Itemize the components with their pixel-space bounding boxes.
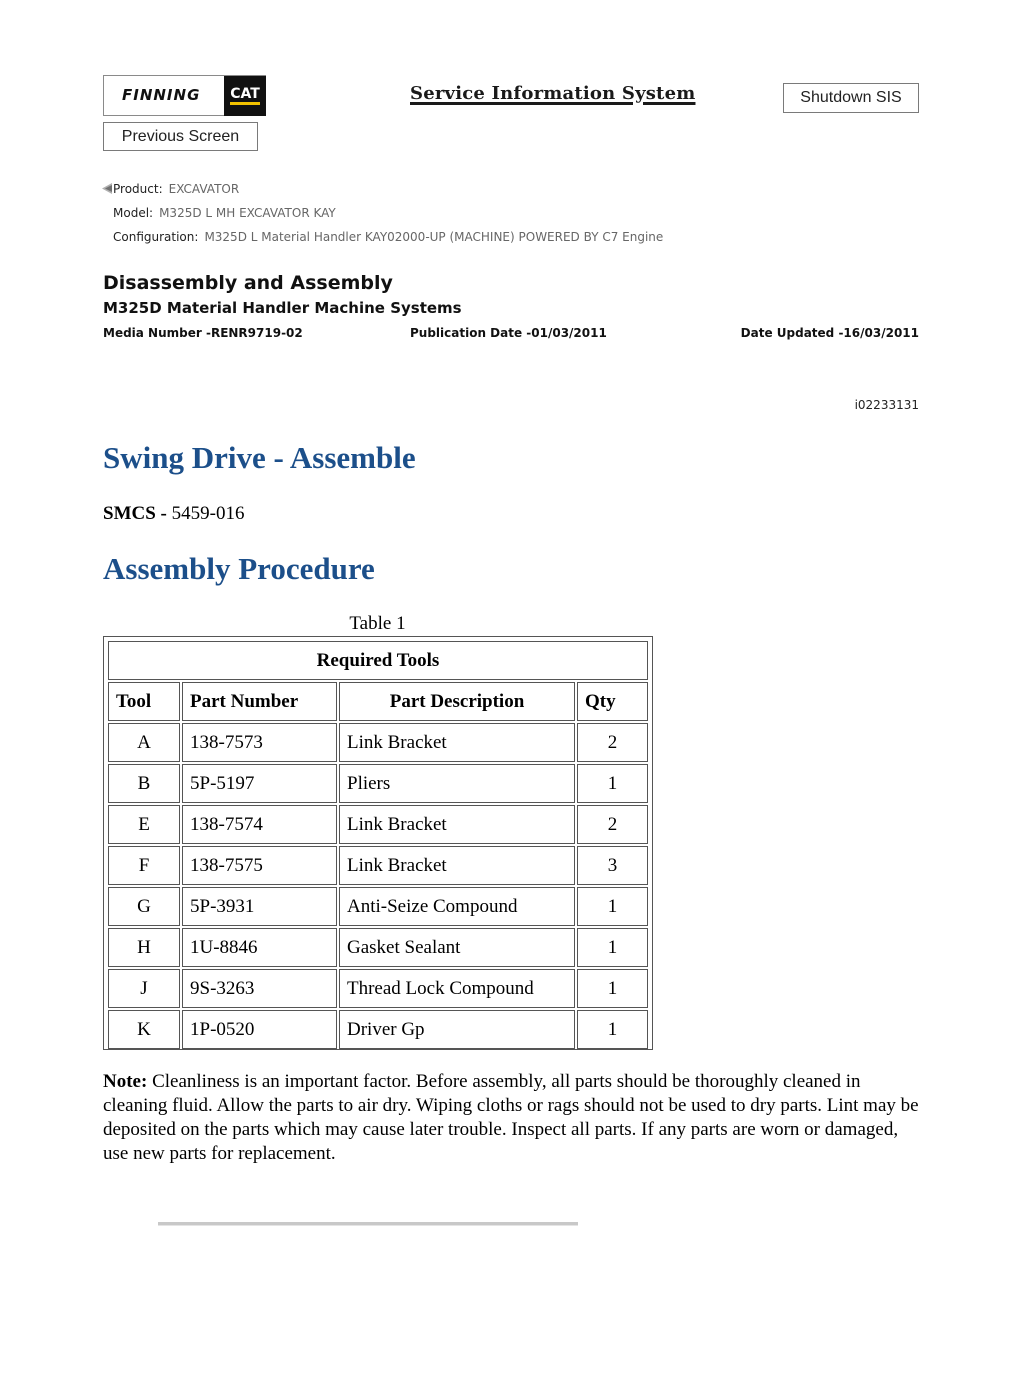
document-heading: Disassembly and Assembly xyxy=(103,272,393,294)
part-description-cell: Gasket Sealant xyxy=(339,928,575,967)
column-header: Qty xyxy=(577,682,648,721)
publication-date: Publication Date -01/03/2011 xyxy=(410,326,607,340)
tool-cell: B xyxy=(108,764,180,803)
qty-cell: 1 xyxy=(577,1010,648,1049)
section-title: Assembly Procedure xyxy=(103,551,375,586)
product-value: EXCAVATOR xyxy=(168,182,240,196)
table-row xyxy=(108,928,648,967)
tool-cell: F xyxy=(108,846,180,885)
part-number-cell: 1U-8846 xyxy=(182,928,337,967)
table-row xyxy=(108,764,648,803)
qty-cell: 3 xyxy=(577,846,648,885)
media-number: Media Number -RENR9719-02 xyxy=(103,326,303,340)
part-number-cell: 9S-3263 xyxy=(182,969,337,1008)
finning-logo-text: FINNING xyxy=(122,86,201,104)
note-label: Note: xyxy=(103,1071,148,1092)
table-body xyxy=(108,723,648,1049)
qty-cell: 2 xyxy=(577,723,648,762)
product-row xyxy=(113,182,239,196)
part-description-cell: Anti-Seize Compound xyxy=(339,887,575,926)
part-description-cell: Driver Gp xyxy=(339,1010,575,1049)
tool-cell: E xyxy=(108,805,180,844)
part-number-cell: 5P-3931 xyxy=(182,887,337,926)
page-title: Swing Drive - Assemble xyxy=(103,440,416,475)
tool-cell: H xyxy=(108,928,180,967)
tool-cell: G xyxy=(108,887,180,926)
part-number-cell: 138-7573 xyxy=(182,723,337,762)
table-row xyxy=(108,723,648,762)
part-description-cell: Link Bracket xyxy=(339,846,575,885)
qty-cell: 1 xyxy=(577,969,648,1008)
smcs-label: SMCS - xyxy=(103,503,167,524)
tool-cell: A xyxy=(108,723,180,762)
qty-cell: 1 xyxy=(577,764,648,803)
table-header-row xyxy=(108,682,648,721)
cat-logo-text: CAT xyxy=(230,87,260,105)
table-title: Required Tools xyxy=(108,641,648,680)
part-number-cell: 138-7575 xyxy=(182,846,337,885)
part-number-cell: 138-7574 xyxy=(182,805,337,844)
tool-cell: J xyxy=(108,969,180,1008)
cleanliness-note xyxy=(103,1070,923,1166)
configuration-label: Configuration: xyxy=(113,230,199,244)
model-label: Model: xyxy=(113,206,154,220)
shutdown-sis-button[interactable]: Shutdown SIS xyxy=(783,83,919,113)
qty-cell: 1 xyxy=(577,887,648,926)
table-row xyxy=(108,846,648,885)
previous-screen-button[interactable]: Previous Screen xyxy=(103,122,258,151)
cat-logo-icon xyxy=(224,76,266,116)
column-header: Tool xyxy=(108,682,180,721)
smcs-code xyxy=(103,503,244,525)
model-value: M325D L MH EXCAVATOR KAY xyxy=(159,206,336,220)
note-text: Cleanliness is an important factor. Before assembly, all parts should be thoroughly cleaned in cleaning fluid. Allow the parts to air dry. Wiping cloths or rags should not be used to dry parts. Lint may be deposited on the parts which may cause later trouble. Inspect all parts. If any parts are worn or damaged, use new parts for replacement. xyxy=(103,1071,919,1164)
system-title: Service Information System xyxy=(410,83,696,104)
part-number-cell: 5P-5197 xyxy=(182,764,337,803)
part-description-cell: Pliers xyxy=(339,764,575,803)
document-subheading: M325D Material Handler Machine Systems xyxy=(103,299,462,317)
product-label: Product: xyxy=(113,182,163,196)
configuration-value: M325D L Material Handler KAY02000-UP (MACHINE) POWERED BY C7 Engine xyxy=(204,230,664,244)
part-description-cell: Link Bracket xyxy=(339,723,575,762)
qty-cell: 2 xyxy=(577,805,648,844)
table-caption: Table 1 xyxy=(349,613,406,634)
configuration-row xyxy=(113,230,663,244)
document-id: i02233131 xyxy=(854,398,919,412)
smcs-value: 5459-016 xyxy=(171,503,245,524)
table-row xyxy=(108,969,648,1008)
required-tools-table xyxy=(103,636,653,1050)
part-description-cell: Thread Lock Compound xyxy=(339,969,575,1008)
date-updated: Date Updated -16/03/2011 xyxy=(740,326,919,340)
table-row xyxy=(108,887,648,926)
back-arrow-icon[interactable] xyxy=(102,183,113,194)
divider xyxy=(158,1222,578,1226)
column-header: Part Number xyxy=(182,682,337,721)
table-row xyxy=(108,805,648,844)
column-header: Part Description xyxy=(339,682,575,721)
part-number-cell: 1P-0520 xyxy=(182,1010,337,1049)
table-row xyxy=(108,1010,648,1049)
part-description-cell: Link Bracket xyxy=(339,805,575,844)
tool-cell: K xyxy=(108,1010,180,1049)
qty-cell: 1 xyxy=(577,928,648,967)
model-row xyxy=(113,206,336,220)
